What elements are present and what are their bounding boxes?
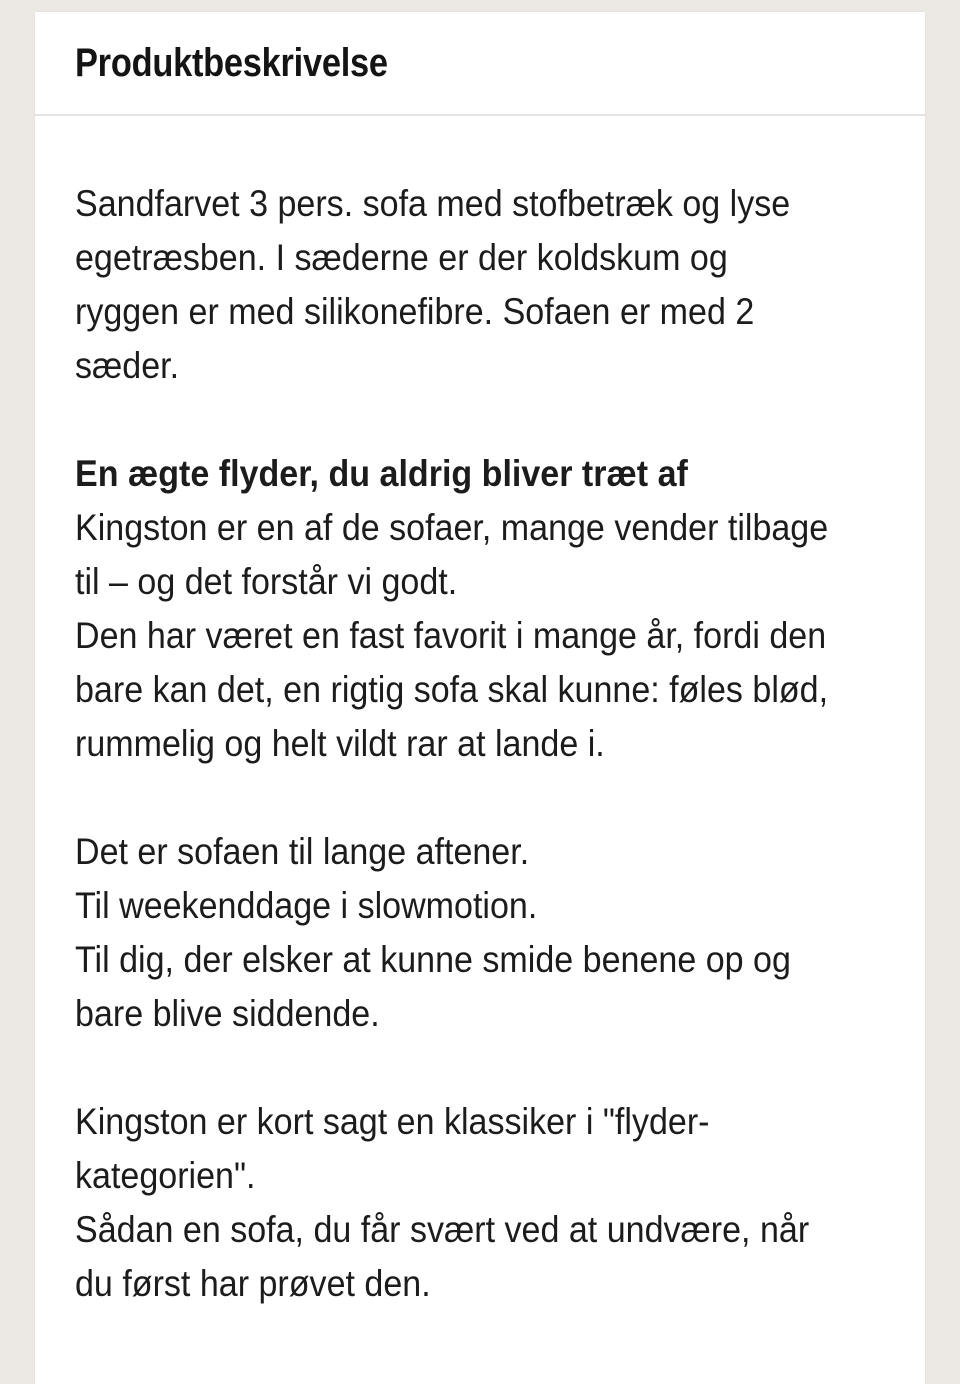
text-line: Kingston er en af de sofaer, mange vender tilbage [75,507,829,548]
text-line: kategorien". [75,1155,256,1196]
text-line: Til weekenddage i slowmotion. [75,885,538,926]
text-line: bare blive siddende. [75,993,380,1034]
section-title: Produktbeskrivelse [75,41,388,85]
text-line: Sådan en sofa, du får svært ved at undvære, når [75,1209,810,1250]
text-line: rummelig og helt vildt rar at lande i. [75,723,605,764]
text-line: til – og det forstår vi godt. [75,561,458,602]
text-line: Til dig, der elsker at kunne smide benene op og [75,939,791,980]
text-line: Sandfarvet 3 pers. sofa med stofbetræk og lyse [75,183,791,224]
text-line: ryggen er med silikonefibre. Sofaen er med 2 [75,291,755,332]
text-line: Kingston er kort sagt en klassiker i "flyder- [75,1101,710,1142]
text-line: bare kan det, en rigtig sofa skal kunne: føles blød, [75,669,829,710]
card-header [35,12,925,116]
product-description-card [35,12,925,1384]
description-body [75,177,905,1311]
text-line: Det er sofaen til lange aftener. [75,831,530,872]
text-line: Den har været en fast favorit i mange år, fordi den [75,615,827,656]
text-line: du først har prøvet den. [75,1263,431,1304]
classic-paragraph [75,1095,900,1311]
intro-paragraph [75,177,900,393]
evenings-paragraph [75,825,900,1041]
subheading: En ægte flyder, du aldrig bliver træt af [75,453,688,494]
text-line: egetræsben. I sæderne er der koldskum og [75,237,728,278]
feature-paragraph [75,447,900,771]
text-line: sæder. [75,345,180,386]
